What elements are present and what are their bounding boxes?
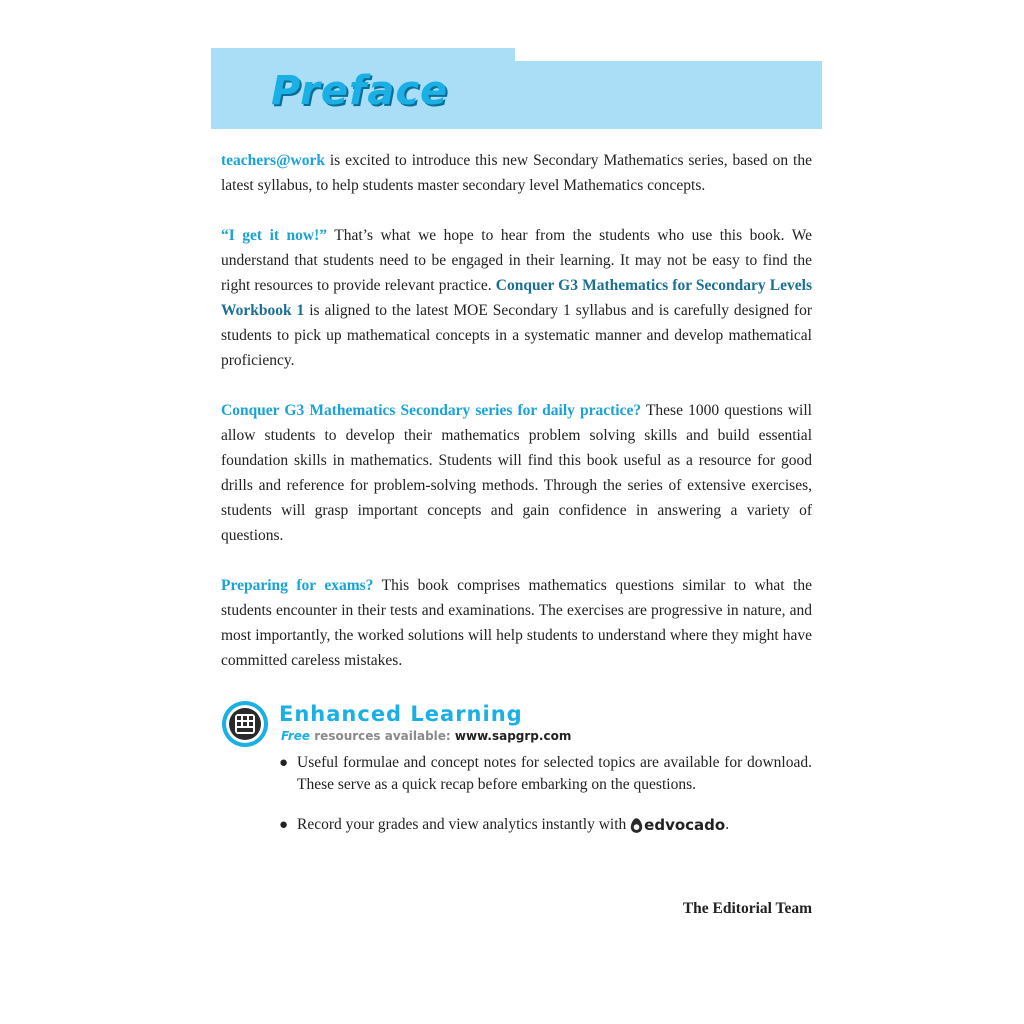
enhanced-learning-list: [279, 752, 812, 854]
paragraph-engagement-text-1: That’s what we hope to hear from the students who use this book. We understand that students need to be engaged in their learning. It may not be easy to find the right resources to provide relevant practice.: [221, 227, 812, 294]
edvocado-icon: [630, 817, 643, 834]
paragraph-intro: [221, 148, 812, 198]
list-item: [279, 752, 812, 796]
brand-name: teachers@work: [221, 152, 325, 169]
header-band-tab: [211, 48, 515, 62]
book-title: Conquer G3 Mathematics for Secondary Levels Workbook 1: [221, 277, 812, 319]
page-title: Preface: [271, 68, 449, 114]
paragraph-engagement-text-2: is aligned to the latest MOE Secondary 1 syllabus and is carefully designed for students to pick up mathematical concepts in a systematic manner and develop mathematical proficiency.: [221, 302, 812, 369]
list-item-text: Record your grades and view analytics instantly with: [297, 816, 631, 833]
bullet-icon: ●: [279, 817, 289, 833]
paragraph-practice-lead: Conquer G3 Mathematics Secondary series for daily practice?: [221, 402, 642, 419]
paragraph-exams-lead: Preparing for exams?: [221, 577, 374, 594]
header-band: [211, 48, 822, 129]
preface-body: [221, 148, 812, 698]
enhanced-learning-subtitle: [281, 729, 571, 743]
signature: The Editorial Team: [682, 900, 812, 917]
resources-url-link[interactable]: www.sapgrp.com: [454, 729, 572, 743]
paragraph-engagement: [221, 223, 812, 373]
paragraph-practice-text: These 1000 questions will allow students to develop their mathematics problem solving skills and build essential foundation skills in mathematics. Students will find this book useful as a resource for good drills and reference for problem-solving methods. Through the series of extensive exercises, students will grasp important concepts and gain confidence in answering a variety of questions.: [221, 402, 812, 544]
enhanced-learning-logo-icon: [221, 700, 269, 748]
edvocado-label: edvocado: [644, 816, 726, 835]
resources-label: resources available:: [314, 729, 451, 743]
enhanced-learning-section: [221, 700, 812, 840]
edvocado-logo: [630, 814, 725, 836]
paragraph-exams: [221, 573, 812, 673]
paragraph-practice: [221, 398, 812, 548]
list-item-trail: .: [725, 816, 730, 833]
paragraph-intro-text: is excited to introduce this new Secondary Mathematics series, based on the latest syllabus, to help students master secondary level Mathematics concepts.: [221, 152, 812, 194]
bullet-icon: ●: [279, 755, 289, 771]
paragraph-exams-text: This book comprises mathematics questions similar to what the students encounter in their tests and examinations. The exercises are progressive in nature, and most importantly, the worked solutions will help students to understand where they might have committed careless mistakes.: [221, 577, 812, 669]
free-label: Free: [281, 729, 311, 743]
list-item: [279, 814, 812, 836]
list-item-text: Useful formulae and concept notes for selected topics are available for download. These serve as a quick recap before embarking on the questions.: [297, 754, 812, 793]
enhanced-learning-title: Enhanced Learning: [279, 702, 523, 726]
paragraph-engagement-lead: “I get it now!”: [221, 227, 328, 244]
